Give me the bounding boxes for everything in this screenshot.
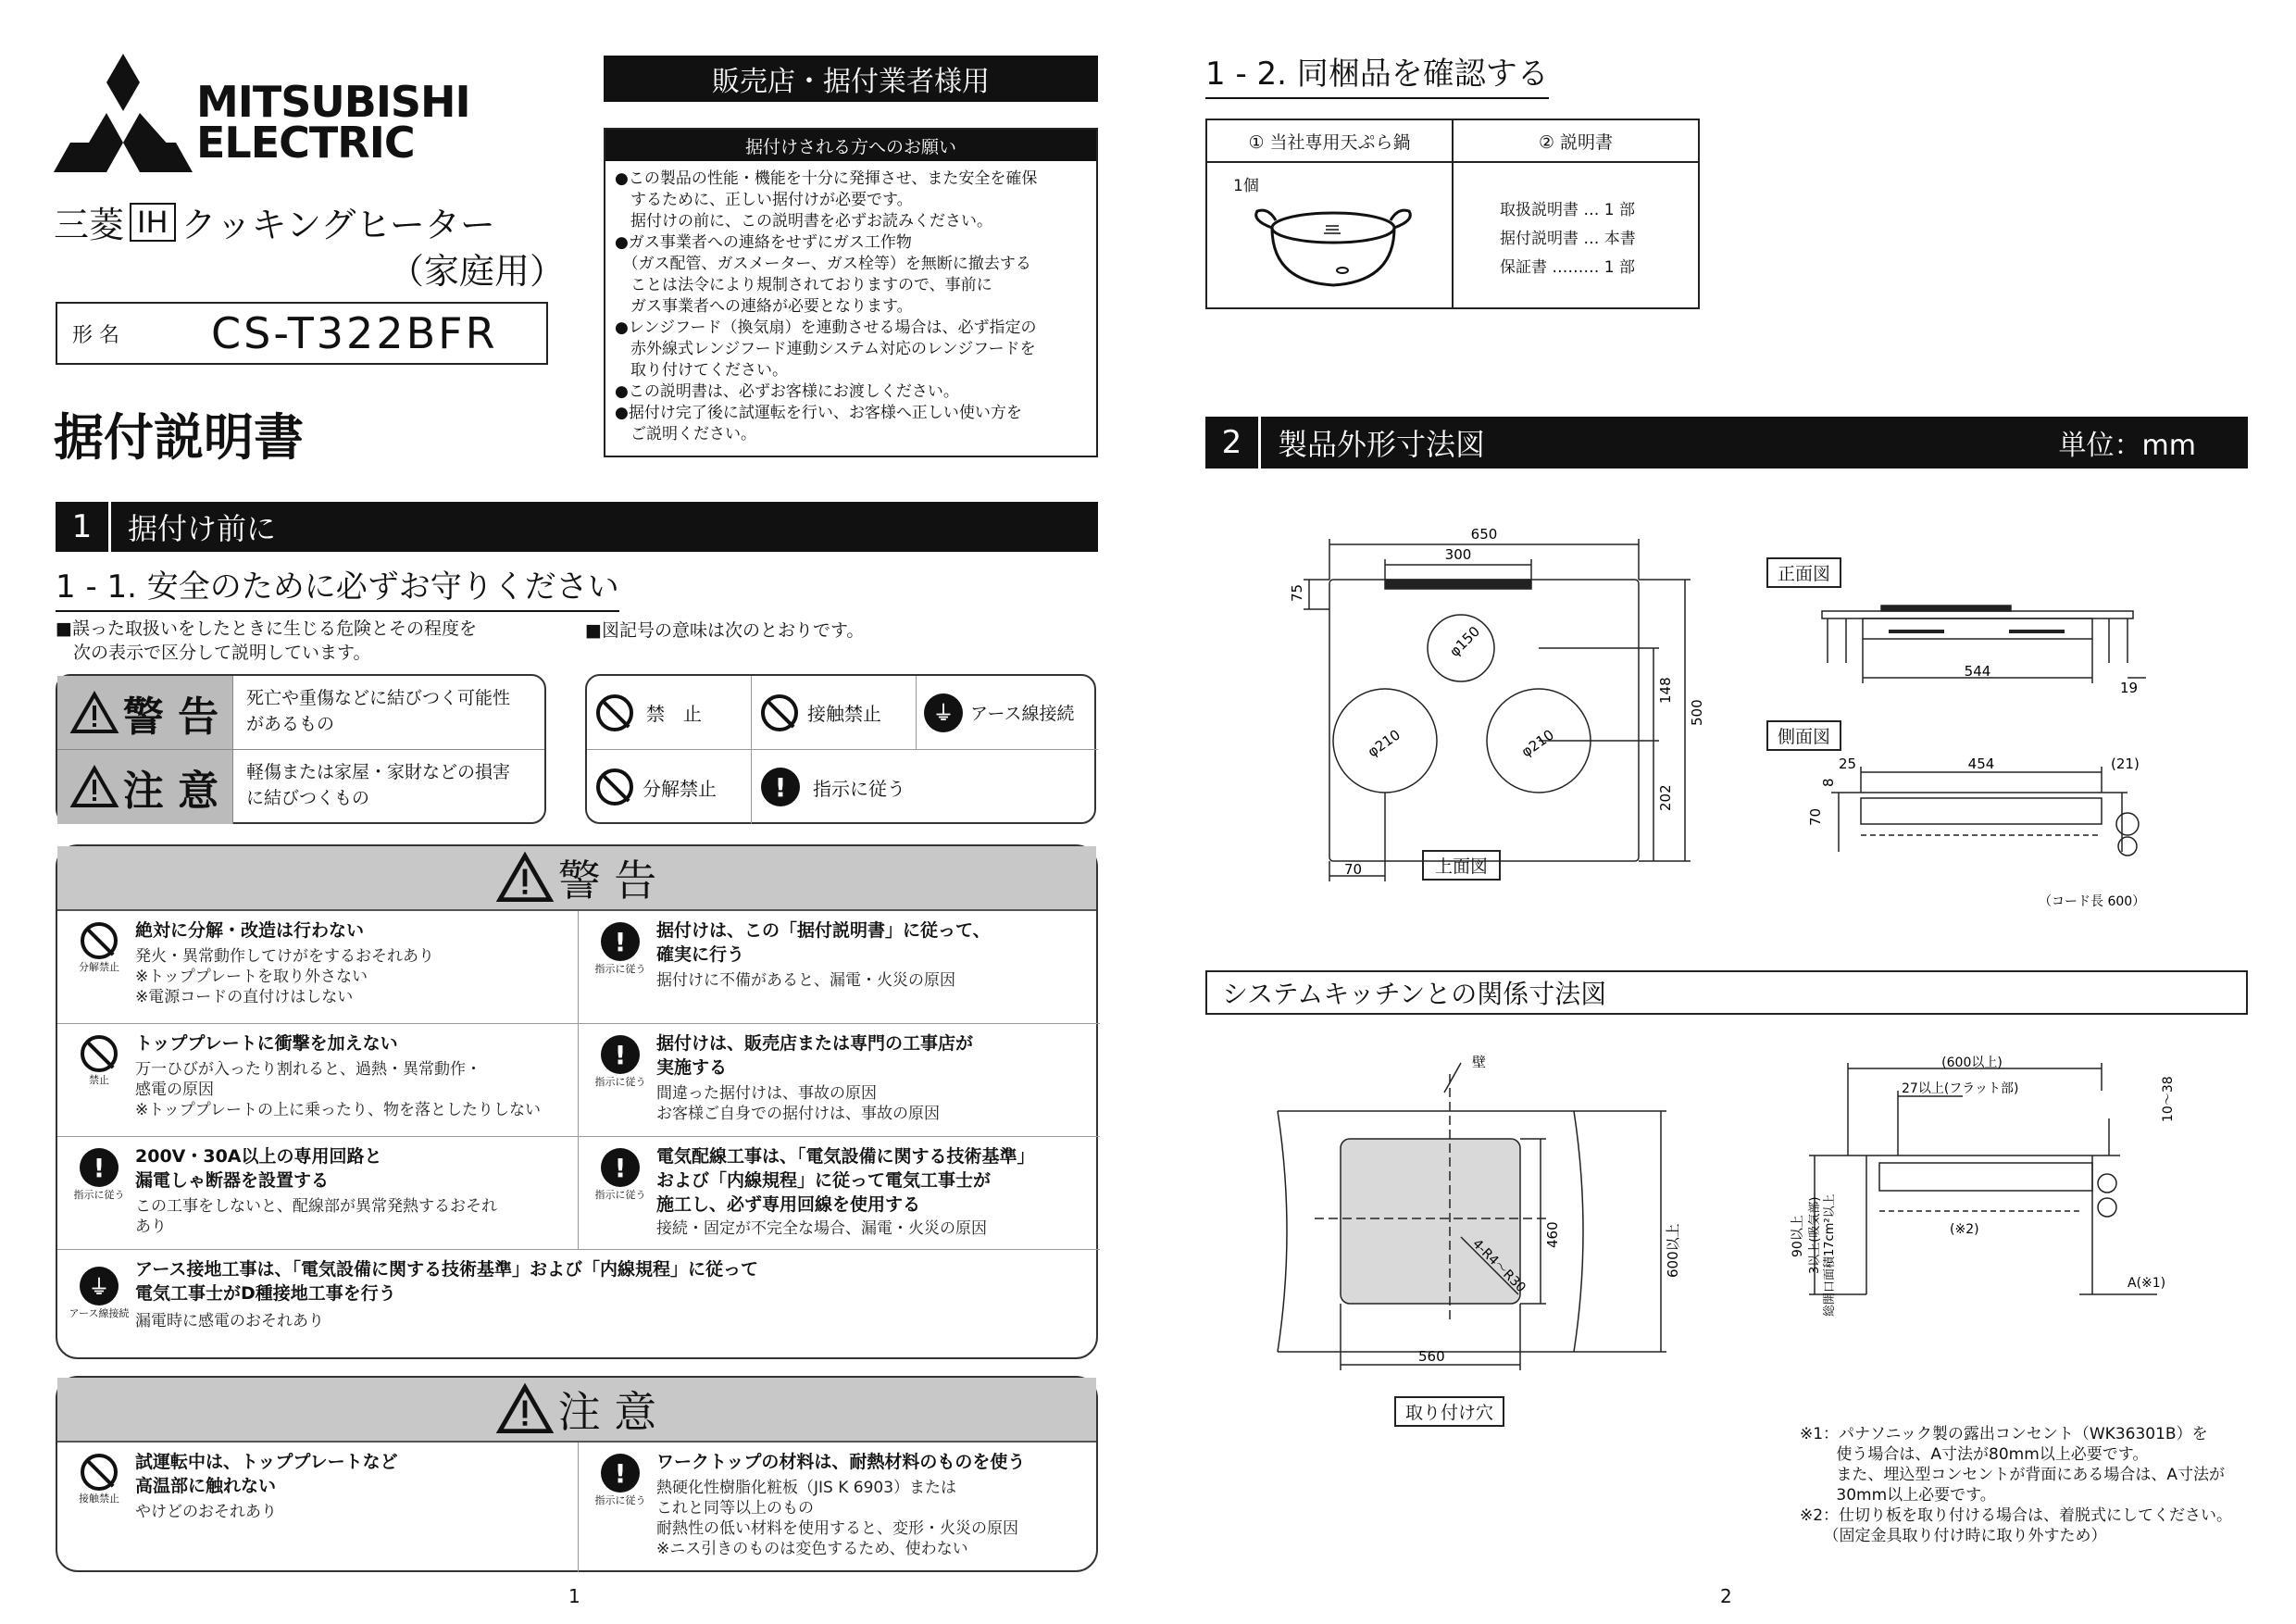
icon-label: 禁止 (89, 1074, 109, 1086)
dim-90: 90以上 (1791, 1215, 1805, 1257)
caution-box (56, 1376, 1098, 1572)
symbol-earth (917, 676, 1098, 750)
legend-caut-label: 注 意 (122, 768, 219, 815)
warning-item (579, 1024, 1100, 1137)
section-1-title: 据付け前に (128, 511, 277, 546)
dim-500: 500 (1689, 699, 1705, 726)
icon-label: アース線接続 (69, 1307, 130, 1319)
kitchen-note: ※2：仕切り板を取り付ける場合は、着脱式にしてください。 (1800, 1506, 2233, 1525)
warning-item-title: 実施する (656, 1057, 728, 1078)
dealer-bullet: するために、正しい据付けが必要です。 (615, 191, 913, 209)
dealer-bullet: ●この製品の性能・機能を十分に発揮させ、また安全を確保 (615, 169, 1038, 188)
warning-item-desc: ※トッププレートを取り外さない (135, 968, 368, 986)
warning-item-title: 確実に行う (656, 944, 745, 965)
warning-item-desc: 感電の原因 (135, 1081, 214, 1099)
symbol-sesshoku-label: 接触禁止 (807, 703, 881, 725)
side-view-drawing (1805, 750, 2157, 917)
kitchen-notes (1800, 1424, 2232, 1546)
dim-560: 560 (1418, 1348, 1445, 1365)
kitchen-note: また、埋込型コンセントが背面にある場合は、A寸法が (1800, 1466, 2226, 1484)
symbol-kinshi-label: 禁 止 (646, 703, 702, 725)
ih-badge: IH (130, 203, 176, 242)
caution-item-title: 試運転中は、トッププレートなど (135, 1452, 398, 1472)
icon-label: 指示に従う (594, 1494, 646, 1506)
dim-8: 8 (1820, 778, 1837, 787)
hole-drawing (1241, 1046, 1741, 1435)
brand-line1: MITSUBISHI (196, 77, 470, 127)
warning-item-desc: 間違った据付けは、事故の原因 (656, 1084, 877, 1103)
warning-item-desc: 発火・異常動作してけがをするおそれあり (135, 947, 434, 966)
dim-460: 460 (1544, 1221, 1561, 1248)
warning-item-title: 据付けは、販売店または専門の工事店が (656, 1033, 974, 1054)
dealer-bullets (605, 161, 1096, 453)
warning-item-title: 電気配線工事は、「電気設備に関する技術基準」 (656, 1146, 1035, 1167)
front-view-label: 正面図 (1766, 557, 1841, 588)
caution-item-title: 高温部に触れない (135, 1476, 277, 1496)
signal-legend (56, 674, 546, 824)
symbol-bunkai (587, 750, 752, 824)
legend-warn-desc: 死亡や重傷などに結びつく可能性 (246, 688, 511, 708)
icon-label: 接触禁止 (79, 1493, 119, 1505)
dim-600-section: (600以上) (1941, 1056, 2003, 1070)
legend-caut-desc: に結びつくもの (246, 788, 370, 808)
warning-box (56, 844, 1098, 1359)
kitchen-note: 使う場合は、A寸法が80mm以上必要です。 (1800, 1445, 2149, 1464)
symbol-legend (585, 674, 1096, 824)
dealer-sub-header (605, 130, 1096, 161)
dim-phi210-right: φ210 (1517, 726, 1557, 761)
dealer-bullet: 取り付けてください。 (615, 361, 788, 380)
no-disassemble-icon (596, 768, 633, 806)
dim-25: 25 (1839, 756, 1857, 772)
section-2-title: 製品外形寸法図 (1278, 427, 1486, 462)
pot-qty: 1個 (1233, 177, 1259, 195)
doc-item: 取扱説明書 … 1 部 (1500, 201, 1636, 219)
dim-radius: 4-R4～R30 (1469, 1236, 1529, 1296)
warning-item-desc: この工事をしないと、配線部が異常発熱するおそれ (135, 1197, 497, 1216)
section-2-unit: 単位：mm (2058, 430, 2196, 462)
model-box (56, 302, 548, 365)
warning-box-title: 警 告 (557, 856, 657, 906)
note-2-marker: (※2) (1950, 1222, 1979, 1237)
caution-item (579, 1443, 1100, 1572)
caution-item-desc: ※ニス引きのものは変色するため、使わない (656, 1540, 968, 1558)
instruction-icon: ! (80, 1148, 119, 1187)
caution-item-desc: やけどのおそれあり (135, 1503, 277, 1521)
no-touch-icon (81, 1454, 118, 1491)
dealer-bullet: ご説明ください。 (615, 425, 756, 443)
dealer-bullet: ●この説明書は、必ずお客様にお渡しください。 (615, 382, 959, 401)
prohibited-icon (81, 1035, 118, 1072)
brand-line2: ELECTRIC (196, 118, 415, 168)
legend-warn-label: 警 告 (122, 693, 219, 741)
page-number-right: 2 (1720, 1585, 1732, 1607)
doc-item: 保証書 ……… 1 部 (1500, 258, 1636, 277)
icon-label: 指示に従う (594, 963, 646, 975)
warning-item-title: 施工し、必ず専用回線を使用する (656, 1194, 921, 1215)
section-1-1-title: 1 - 1. 安全のために必ずお守りください (56, 561, 619, 612)
dim-454: 454 (1967, 756, 1995, 772)
icon-label: 指示に従う (594, 1189, 646, 1201)
caution-triangle-icon (71, 767, 118, 807)
kitchen-header (1205, 970, 2248, 1015)
warning-item-desc: 据付けに不備があると、漏電・火災の原因 (656, 971, 955, 990)
model-label: 形 名 (72, 323, 119, 347)
dealer-box (604, 128, 1098, 457)
warning-item (579, 1137, 1100, 1250)
intro-right: ■図記号の意味は次のとおりです。 (585, 620, 865, 641)
dealer-bullet: 赤外線式レンジフード連動システム対応のレンジフードを (615, 340, 1036, 358)
page-number-left: 1 (568, 1585, 580, 1607)
dim-10-38: 10～38 (2161, 1076, 2176, 1122)
warning-item-title: トッププレートに衝撃を加えない (135, 1033, 398, 1054)
earth-ground-icon: ⏚ (924, 693, 963, 732)
warning-item (57, 911, 579, 1024)
dim-600-hole: 600以上 (1665, 1223, 1681, 1278)
dim-side-70: 70 (1807, 807, 1824, 826)
icon-label: 分解禁止 (79, 961, 119, 973)
warning-item (57, 1024, 579, 1137)
product-name-post: クッキングヒーター (181, 205, 495, 245)
doc-title: 据付説明書 (54, 408, 304, 467)
symbol-sesshoku (752, 676, 917, 750)
caution-triangle-icon (497, 1385, 553, 1433)
warning-item-desc: 接続・固定が不完全な場合、漏電・火災の原因 (656, 1219, 987, 1238)
contents-col1: ① 当社専用天ぷら鍋 (1207, 120, 1454, 161)
warning-item (579, 911, 1100, 1024)
warning-triangle-icon (497, 854, 553, 902)
contents-table (1205, 119, 1700, 309)
dealer-bullet: （ガス配管、ガスメーター、ガス栓等）を無断に撤去する (615, 255, 1031, 273)
dealer-bullet: ●据付け完了後に試運転を行い、お客様へ正しい使い方を (615, 404, 1022, 422)
legend-caut-desc: 軽傷または家屋・家財などの損害 (246, 762, 511, 782)
symbol-kinshi (587, 676, 752, 750)
cord-length: （コード長 600） (2039, 894, 2146, 909)
caution-item-desc: 熱硬化性樹脂化粧板（JIS K 6903）または (656, 1479, 957, 1497)
caution-item (57, 1443, 579, 1572)
note-a1-marker: A(※1) (2128, 1276, 2166, 1291)
kitchen-note: （固定金具取り付け時に取り外すため） (1800, 1527, 2107, 1545)
no-disassemble-icon (81, 922, 118, 959)
warning-item-desc: お客様ご自身での据付けは、事故の原因 (656, 1105, 940, 1123)
warning-item-desc: ※トッププレートの上に乗ったり、物を落としたりしない (135, 1101, 542, 1119)
top-view-label: 上面図 (1422, 850, 1501, 881)
dealer-bullet: ガス事業者への連絡が必要となります。 (615, 297, 913, 316)
top-view-drawing (1278, 518, 1703, 889)
warning-earth-item (57, 1250, 1096, 1357)
instruction-icon: ! (601, 1035, 640, 1074)
warning-item-title: 漏電しゃ断器を設置する (135, 1170, 330, 1191)
warning-triangle-icon (71, 693, 118, 733)
symbol-earth-label: アース線接続 (970, 704, 1075, 724)
caution-item-title: ワークトップの材料は、耐熱材料のものを使う (656, 1452, 1026, 1472)
dim-75: 75 (1289, 583, 1305, 602)
tempura-pot-icon (1250, 204, 1416, 296)
dim-70: 70 (1344, 861, 1363, 878)
section-1-2-title: 1 - 2. 同梱品を確認する (1205, 48, 1549, 99)
kitchen-section-drawing (1787, 1054, 2176, 1387)
dim-phi150: φ150 (1446, 622, 1484, 660)
warning-item-desc: ※電源コードの直付けはしない (135, 988, 354, 1006)
model-number: CS-T322BFR (211, 308, 498, 358)
dealer-bullet: ●レンジフード（換気扇）を連動させる場合は、必ず指定の (615, 319, 1037, 337)
warning-item-title: アース接地工事は、「電気設備に関する技術基準」および「内線規程」に従って (135, 1259, 758, 1280)
warning-item (57, 1137, 579, 1250)
warning-item-title: および「内線規程」に従って電気工事士が (656, 1170, 992, 1191)
product-sub: （家庭用） (389, 251, 566, 292)
warning-item-title: 200V・30A以上の専用回路と (135, 1146, 382, 1167)
dim-202: 202 (1657, 784, 1674, 811)
instruction-icon: ! (601, 1148, 640, 1187)
caution-box-title: 注 意 (557, 1387, 657, 1437)
dim-27: 27以上(フラット部) (1902, 1081, 2019, 1096)
prohibited-icon (596, 694, 633, 731)
section-1-number: 1 (56, 502, 111, 552)
no-touch-icon (761, 694, 798, 731)
symbol-shiji (752, 750, 1098, 824)
dealer-bullet: ことは法令により規制されておりますので、事前に (615, 276, 992, 294)
warning-item-desc: あり (135, 1218, 167, 1236)
instruction-icon: ! (761, 768, 800, 806)
warning-item-title: 据付けは、この「据付説明書」に従って、 (656, 920, 991, 941)
product-name-pre: 三菱 (54, 205, 125, 245)
section-2-header (1205, 417, 2248, 468)
hole-label: 取り付け穴 (1394, 1396, 1504, 1427)
contents-col2: ② 説明書 (1538, 131, 1614, 153)
three-diamonds-icon (54, 54, 193, 172)
dim-544: 544 (1964, 663, 1991, 680)
icon-label: 指示に従う (594, 1076, 646, 1088)
intro-left-line: ■誤った取扱いをしたときに生じる危険とその程度を (56, 618, 477, 639)
kitchen-title: システムキッチンとの関係寸法図 (1222, 979, 1607, 1009)
dim-650: 650 (1470, 526, 1498, 543)
dim-phi210-left: φ210 (1364, 726, 1404, 761)
side-view-label: 側面図 (1766, 720, 1841, 751)
intro-left-line: 次の表示で区分して説明しています。 (56, 643, 371, 663)
mitsubishi-logo (54, 54, 193, 172)
dim-148: 148 (1657, 677, 1674, 704)
caution-item-desc: 耐熱性の低い材料を使用すると、変形・火災の原因 (656, 1519, 1018, 1538)
legend-warn-desc: があるもの (246, 714, 335, 734)
dealer-sub-header-text: 据付けされる方へのお願い (744, 136, 956, 157)
instruction-icon: ! (601, 922, 640, 961)
dim-17: 総開口面積17cm²以上 (1823, 1193, 1837, 1317)
dim-3: 3以上(吸気部) (1808, 1196, 1822, 1274)
warning-item-title: 電気工事士がD種接地工事を行う (135, 1283, 396, 1304)
symbol-shiji-label: 指示に従う (813, 777, 905, 800)
dealer-bullet: ●ガス事業者への連絡をせずにガス工作物 (615, 233, 912, 252)
icon-label: 指示に従う (73, 1189, 125, 1201)
section-1-header (56, 502, 1098, 552)
kitchen-note: 30mm以上必要です。 (1800, 1486, 1996, 1505)
dealer-header (604, 56, 1098, 102)
doc-item: 据付説明書 … 本書 (1500, 230, 1636, 248)
caution-item-desc: これと同等以上のもの (656, 1499, 814, 1518)
label-wall: 壁 (1472, 1054, 1487, 1070)
instruction-icon: ! (601, 1454, 640, 1493)
section-2-number: 2 (1205, 417, 1261, 468)
warning-item-title: 絶対に分解・改造は行わない (135, 920, 365, 941)
dim-19: 19 (2120, 680, 2139, 696)
kitchen-note: ※1：パナソニック製の露出コンセント（WK36301B）を (1800, 1425, 2208, 1443)
dealer-header-text: 販売店・据付業者様用 (712, 66, 990, 98)
dealer-bullet: 据付けの前に、この説明書を必ずお読みください。 (615, 212, 992, 231)
symbol-bunkai-label: 分解禁止 (643, 777, 717, 800)
dim-300: 300 (1444, 546, 1472, 563)
dim-21: (21) (2111, 756, 2140, 772)
warning-item-desc: 万一ひびが入ったり割れると、過熱・異常動作・ (135, 1060, 481, 1079)
front-view-drawing (1815, 593, 2148, 696)
warning-item-desc: 漏電時に感電のおそれあり (135, 1312, 324, 1330)
earth-ground-icon: ⏚ (80, 1267, 119, 1305)
